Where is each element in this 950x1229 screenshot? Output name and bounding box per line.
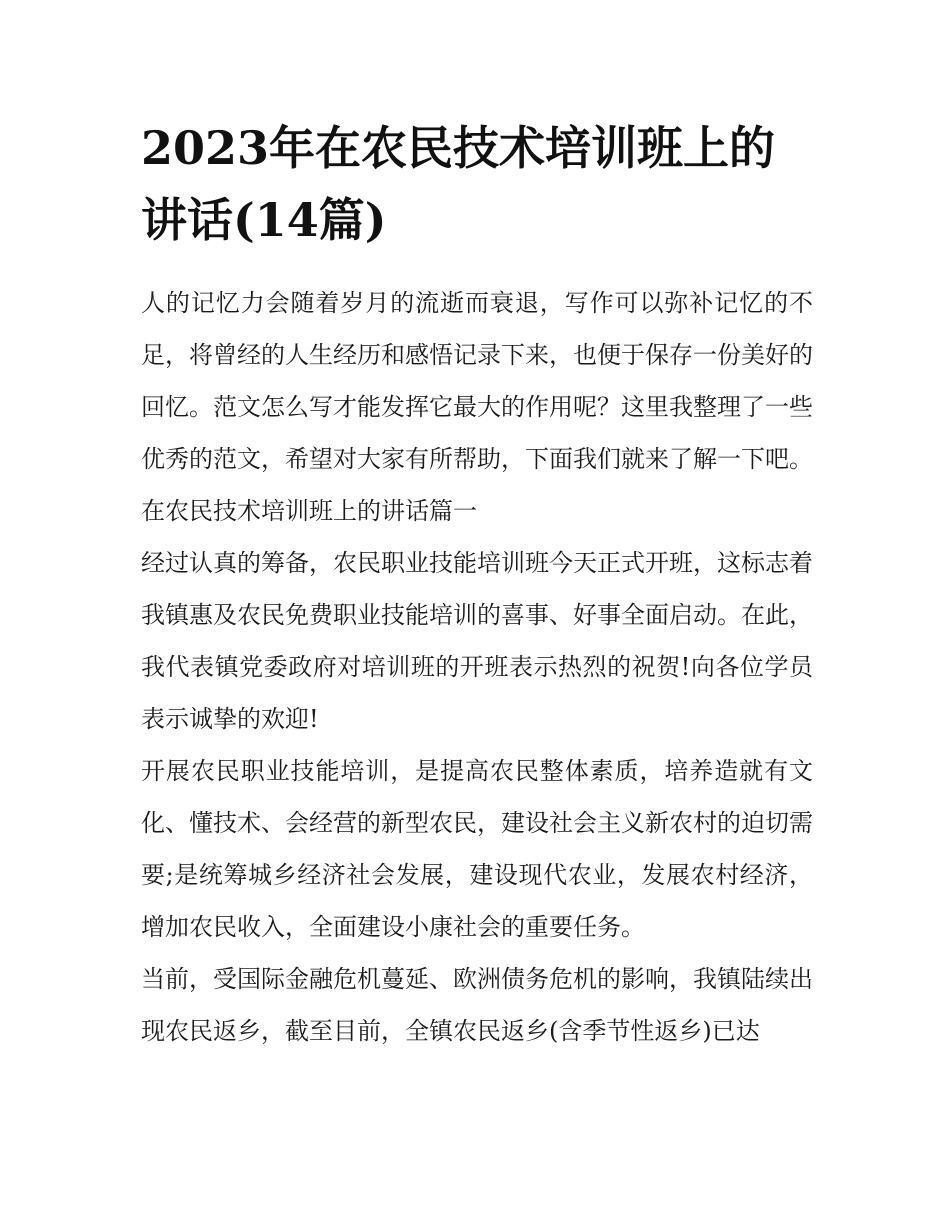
document-title: 2023年在农民技术培训班上的讲话(14篇) <box>141 121 776 247</box>
body-paragraph-3: 当前，受国际金融危机蔓延、欧洲债务危机的影响，我镇陆续出现农民返乡，截至目前，全镇农民返乡(含季节性返乡)已达 <box>141 965 813 1045</box>
intro-paragraph: 人的记忆力会随着岁月的流逝而衰退，写作可以弥补记忆的不足，将曾经的人生经历和感悟记录下来，也便于保存一份美好的回忆。范文怎么写才能发挥它最大的作用呢？这里我整理了一些优秀的范文，希望对大家有所帮助，下面我们就来了解一下吧。 <box>141 289 813 473</box>
body-paragraph-1: 经过认真的筹备，农民职业技能培训班今天正式开班，这标志着我镇惠及农民免费职业技能培训的喜事、好事全面启动。在此，我代表镇党委政府对培训班的开班表示热烈的祝贺!向各位学员表示诚挚的欢迎! <box>141 549 813 733</box>
section-heading: 在农民技术培训班上的讲话篇一 <box>141 497 477 525</box>
body-paragraph-2: 开展农民职业技能培训，是提高农民整体素质，培养造就有文化、懂技术、会经营的新型农民，建设社会主义新农村的迫切需要;是统筹城乡经济社会发展，建设现代农业，发展农村经济，增加农民收入，全面建设小康社会的重要任务。 <box>141 757 813 941</box>
document-body <box>141 277 813 1057</box>
